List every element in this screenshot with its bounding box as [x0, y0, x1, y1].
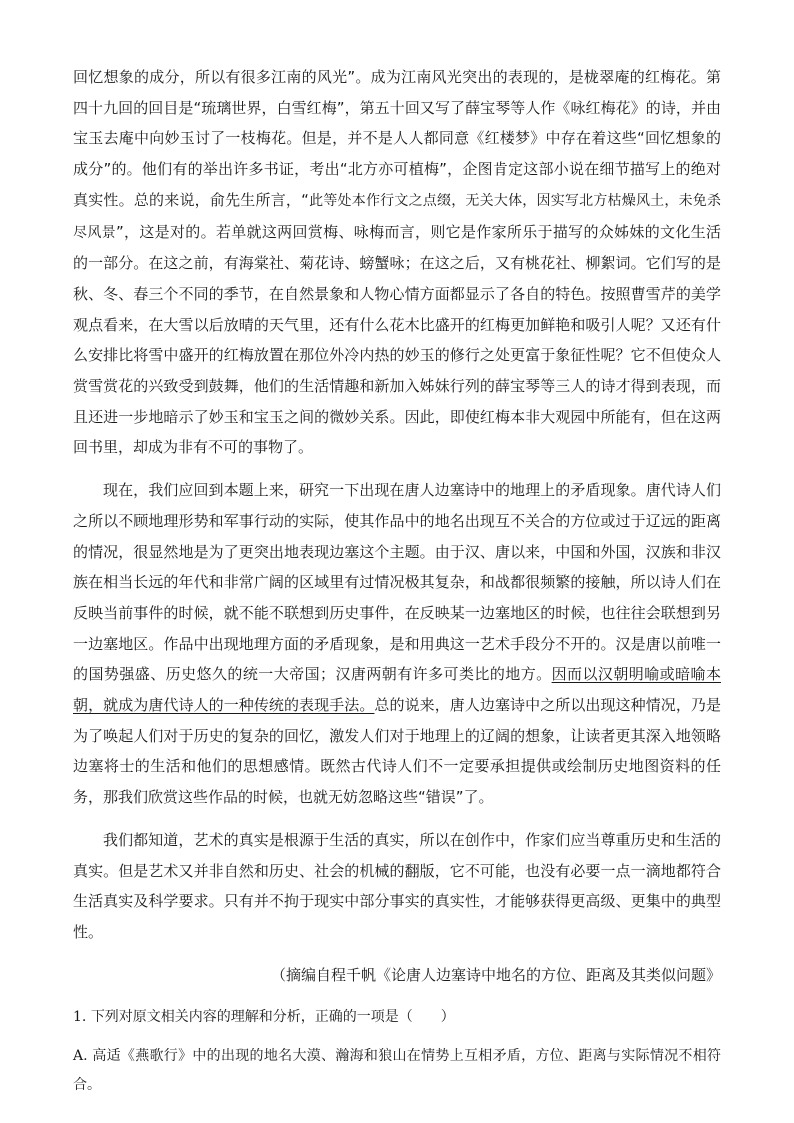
underlined-sentence: 因而以汉朝明喻或暗喻本朝，就成为唐代诗人的一种传统的表现手法。: [73, 665, 721, 715]
paragraph-gap: [73, 813, 721, 825]
quoted-text: 此等处本作行文之点缀，无关大体，因实写北方枯燥风土，未免杀尽风景: [73, 192, 721, 241]
paragraph-text: 现在，我们应回到本题上来，研究一下出现在唐人边塞诗中的地理上的矛盾现象。唐代诗人们之所以不顾地理形势和军事行动的实际，使其作品中的地名出现互不关合的方位或过于辽远的距离的情况，很显然地是为了更突出地表现边塞这个主题。由于汉、唐以来，中国和外国，汉族和非汉族在相当长远的年代和非常广阔的区域里有过情况极其复杂，和战都很频繁的接触，所以诗人们在反映当前事件的时候，就不能不联想到历史事件，在反映某一边塞地区的时候，也往往会联想到另一边塞地区。作品中出现地理方面的矛盾现象，是和用典这一艺术手段分不开的。汉是唐以前唯一的国势强盛、历史悠久的统一大帝国；汉唐两朝有许多可类比的地方。: [73, 481, 721, 684]
paragraph-text: 总的说来，唐人边塞诗中之所以出现这种情况，乃是为了唤起人们对于历史的复杂的回忆，激发人们对于地理上的辽阔的想象，让读者更其深入地领略边塞将士的生活和他们的思想感情。既然古代诗人们不一定要承担提供或绘制历史地图资料的任务，那我们欣赏这些作品的时候，也就无妨忽略这些“错误”了。: [73, 696, 721, 807]
option-text: 高适《燕歌行》中的出现的地名大漠、瀚海和狼山在情势上互相矛盾，方位、距离与实际情况不相符合。: [73, 1048, 721, 1094]
passage-paragraph-1: [73, 62, 721, 463]
paragraph-text: 回忆想象的成分，所以有很多江南的风光”。成为江南风光突出的表现的，是栊翠庵的红梅花。第四十九回的回目是“琉璃世界，白雪红梅”，第五十回又写了薛宝琴等人作《咏红梅花》的诗，并由宝玉去庵中向妙玉讨了一枝梅花。但是，并不是人人都同意《红楼梦》中存在着这些“回忆想象的成分”的。他们有的举出许多书证，考出“北方亦可植梅”，企图肯定这部小说在细节描写上的绝对真实性。总的来说，俞先生所言，“: [73, 68, 721, 209]
paragraph-gap: [73, 463, 721, 475]
passage-paragraph-2: [73, 475, 721, 813]
question-1-stem: [73, 1002, 721, 1032]
passage-paragraph-3: 我们都知道，艺术的真实是根源于生活的真实，所以在创作中，作家们应当尊重历史和生活的真实。但是艺术又并非自然和历史、社会的机械的翻版，它不可能，也没有必要一点一滴地都符合生活真实及科学要求。只有并不拘于现实中部分事实的真实性，才能够获得更高级、更集中的典型性。: [73, 830, 721, 941]
paragraph-text: ”，这是对的。若单就这两回赏梅、咏梅而言，则它是作家所乐于描写的众姊妹的文化生活的一部分。在这之前，有海棠社、菊花诗、螃蟹咏；在这之后，又有桃花社、柳絮词。它们写的是秋、冬、春三个不同的季节，在自然景象和人物心情方面都显示了各自的特色。按照曹雪芹的美学观点看来，在大雪以后放晴的天气里，还有什么花木比盛开的红梅更加鲜艳和吸引人呢？又还有什么安排比将雪中盛开的红梅放置在那位外冷内热的妙玉的修行之处更富于象征性呢？它不但使众人赏雪赏花的兴致受到鼓舞，他们的生活情趣和新加入姊妹行列的薛宝琴等三人的诗才得到表现，而且还进一步地暗示了妙玉和宝玉之间的微妙关系。因此，即使红梅本非大观园中所能有，但在这两回书里，却成为非有不可的事物了。: [73, 222, 722, 457]
document-page: [73, 62, 721, 1100]
question-text: 下列对原文相关内容的理解和分析，正确的一项是（ ）: [90, 1009, 455, 1026]
source-citation: （摘编自程千帆《论唐人边塞诗中地名的方位、距离及其类似问题》: [270, 965, 721, 984]
question-number: 1.: [73, 1009, 87, 1026]
option-label: A.: [73, 1048, 88, 1065]
question-1-option-a: [73, 1042, 721, 1100]
